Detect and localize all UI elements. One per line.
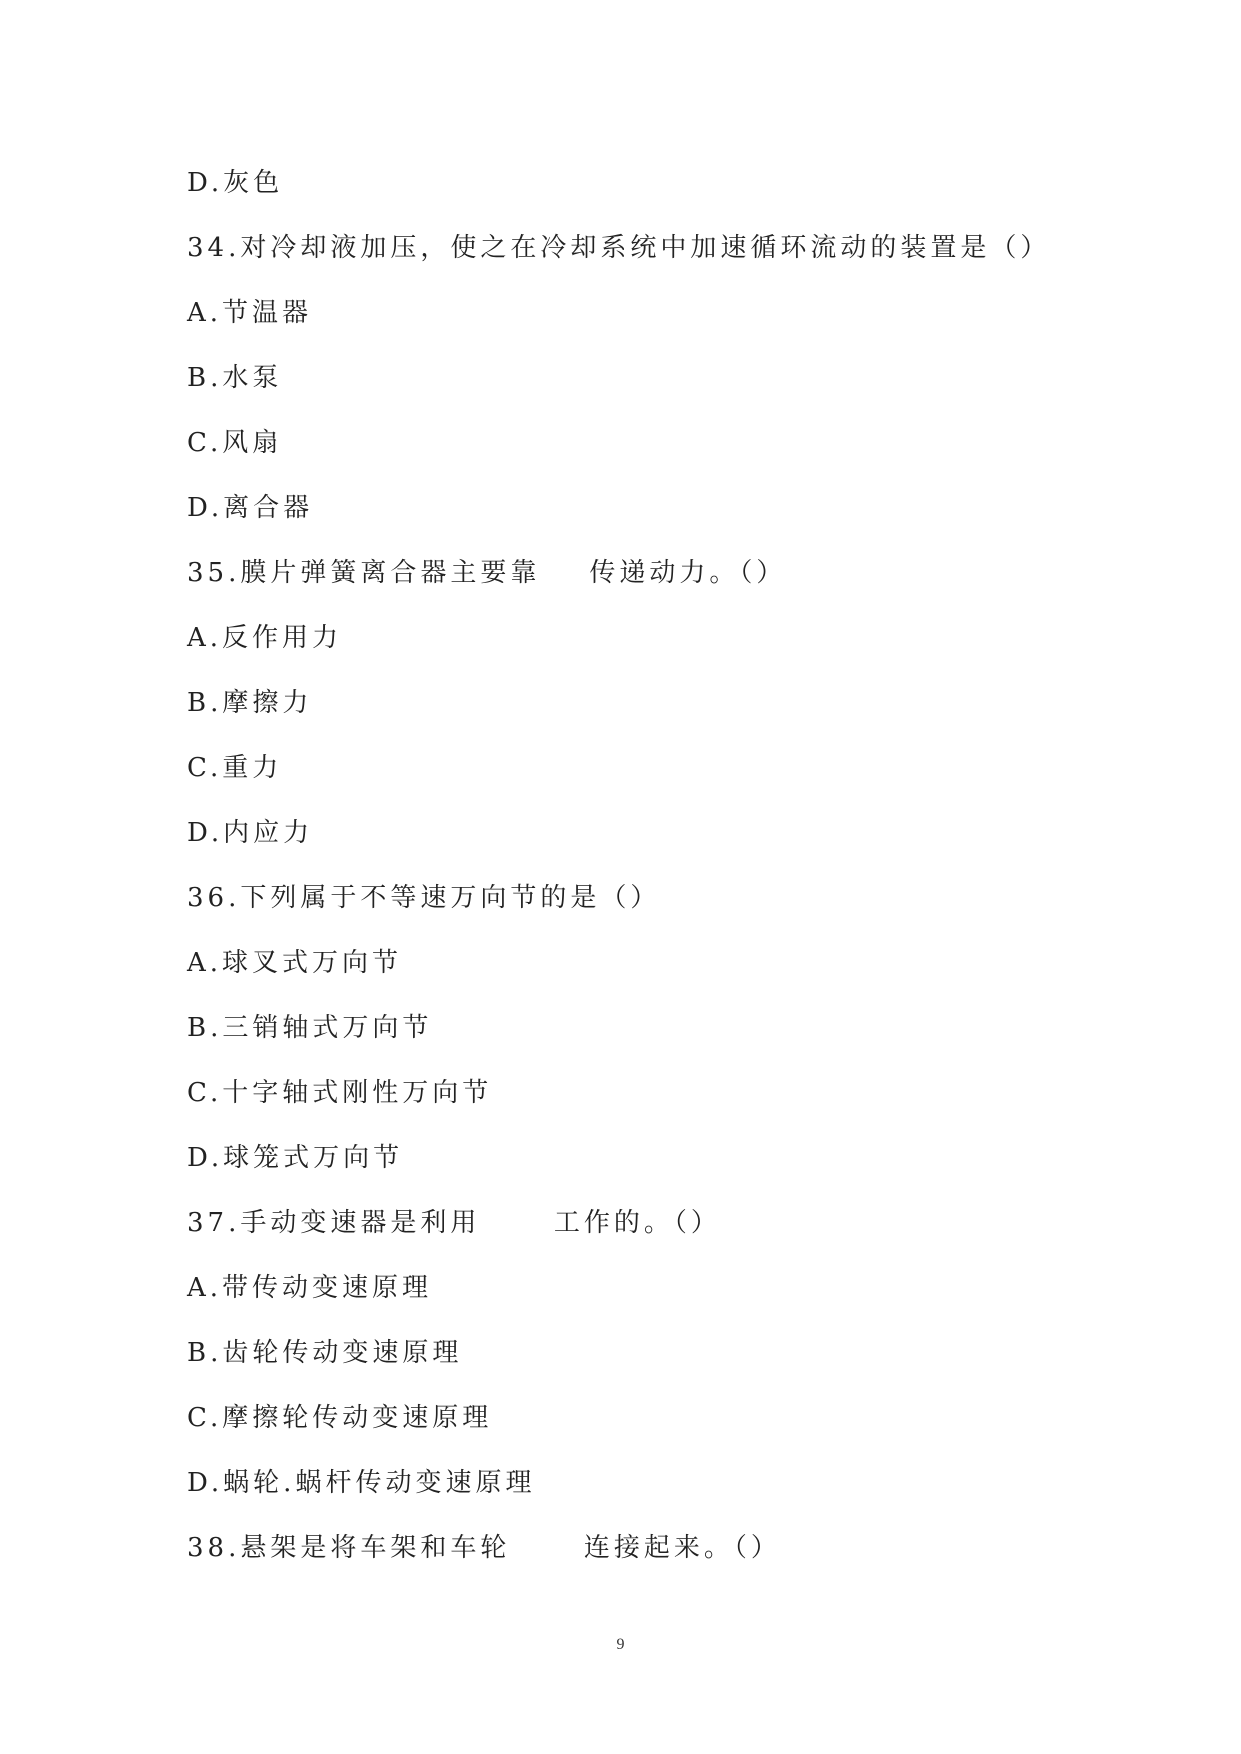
question-35: 35.膜片弹簧离合器主要靠 传递动力。（） — [187, 558, 787, 588]
option-36-c: C.十字轴式刚性万向节 — [187, 1078, 493, 1108]
option-36-d: D.球笼式万向节 — [187, 1143, 404, 1173]
option-37-a: A.带传动变速原理 — [187, 1273, 433, 1303]
option-35-c: C.重力 — [187, 753, 283, 783]
option-35-b: B.摩擦力 — [187, 688, 313, 718]
option-36-b: B.三销轴式万向节 — [187, 1013, 433, 1043]
option-34-c: C.风扇 — [187, 428, 283, 458]
question-38: 38.悬架是将车架和车轮 连接起来。（） — [187, 1533, 781, 1563]
option-37-d: D.蜗轮.蜗杆传动变速原理 — [187, 1468, 536, 1498]
option-33-d: D.灰色 — [187, 168, 284, 198]
question-37: 37.手动变速器是利用 工作的。（） — [187, 1208, 721, 1238]
option-37-c: C.摩擦轮传动变速原理 — [187, 1403, 493, 1433]
page-number: 9 — [616, 1636, 625, 1653]
option-34-b: B.水泵 — [187, 363, 283, 393]
option-35-d: D.内应力 — [187, 818, 314, 848]
option-34-a: A.节温器 — [187, 298, 313, 328]
option-35-a: A.反作用力 — [187, 623, 343, 653]
option-36-a: A.球叉式万向节 — [187, 948, 403, 978]
option-37-b: B.齿轮传动变速原理 — [187, 1338, 463, 1368]
option-34-d: D.离合器 — [187, 493, 314, 523]
question-34: 34.对冷却液加压，使之在冷却系统中加速循环流动的装置是（） — [187, 233, 1051, 263]
question-36: 36.下列属于不等速万向节的是（） — [187, 883, 661, 913]
